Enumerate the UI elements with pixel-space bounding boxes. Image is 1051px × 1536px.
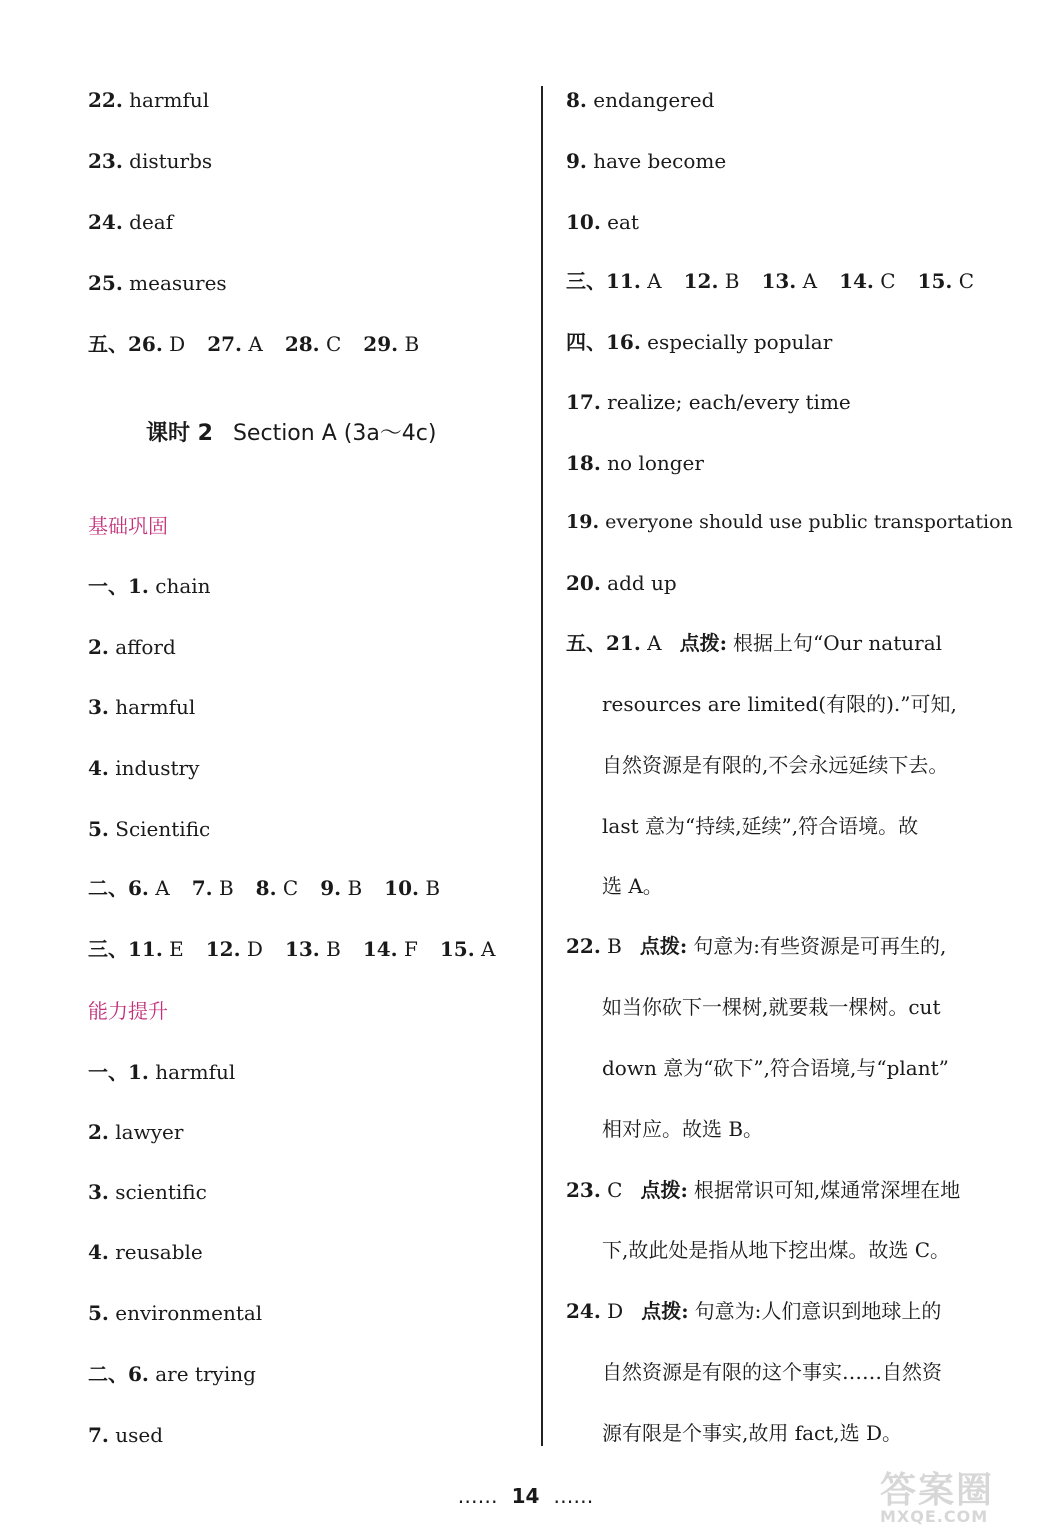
answer-line: 23. disturbs — [88, 149, 213, 173]
explanation-line: last 意为“持续,延续”,符合语境。故 — [602, 814, 919, 838]
watermark-logo: 答案圈 MXQE.COM — [880, 1470, 995, 1526]
explanation-24: 24. D 点拨: 句意为:人们意识到地球上的 — [566, 1299, 942, 1323]
lesson-heading: 课时 2 Section A (3a～4c) — [146, 421, 437, 446]
section-title-advanced: 能力提升 — [88, 999, 168, 1023]
explanation-line: 选 A。 — [602, 874, 663, 898]
answer-line: 8. endangered — [566, 88, 715, 112]
column-divider — [541, 86, 543, 1446]
answer-line: 一、1. chain — [88, 574, 211, 598]
explanation-21: 五、21. A 点拨: 根据上句“Our natural — [566, 631, 943, 655]
explanation-line: 相对应。故选 B。 — [602, 1117, 764, 1141]
explanation-line: 自然资源是有限的,不会永远延续下去。 — [602, 753, 949, 777]
answer-line: 4. reusable — [88, 1240, 203, 1264]
section-title-basic: 基础巩固 — [88, 514, 168, 538]
explanation-line: 如当你砍下一棵树,就要栽一棵树。cut — [602, 995, 941, 1019]
answer-line: 10. eat — [566, 210, 639, 234]
explanation-22: 22. B 点拨: 句意为:有些资源是可再生的, — [566, 934, 947, 958]
page-number: 14 — [511, 1484, 540, 1508]
answer-line: 2. lawyer — [88, 1120, 184, 1144]
answer-line: 一、1. harmful — [88, 1060, 236, 1084]
explanation-line: resources are limited(有限的).”可知, — [602, 692, 957, 716]
answer-line: 5. Scientific — [88, 817, 211, 841]
answer-line: 25. measures — [88, 271, 227, 295]
explanation-23: 23. C 点拨: 根据常识可知,煤通常深埋在地 — [566, 1178, 961, 1202]
answer-line: 3. harmful — [88, 695, 196, 719]
answer-line: 18. no longer — [566, 451, 704, 475]
explanation-line: down 意为“砍下”,符合语境,与“plant” — [602, 1056, 949, 1080]
answer-line: 24. deaf — [88, 210, 174, 234]
explanation-line: 源有限是个事实,故用 fact,选 D。 — [602, 1421, 903, 1445]
answer-line: 四、16. especially popular — [566, 330, 833, 354]
explanation-line: 下,故此处是指从地下挖出煤。故选 C。 — [602, 1238, 951, 1262]
answer-line: 3. scientific — [88, 1180, 207, 1204]
answer-line: 五、26. D 27. A 28. C 29. B — [88, 332, 420, 356]
answer-line: 19. everyone should use public transportation — [566, 511, 1013, 533]
answer-line: 9. have become — [566, 149, 727, 173]
answer-line: 5. environmental — [88, 1301, 263, 1325]
answer-line: 17. realize; each/every time — [566, 390, 851, 414]
answer-line: 二、6. are trying — [88, 1362, 256, 1386]
answer-line: 4. industry — [88, 756, 200, 780]
explanation-line: 自然资源是有限的这个事实……自然资 — [602, 1360, 942, 1384]
answer-line: 三、11. A 12. B 13. A 14. C 15. C — [566, 269, 975, 293]
page-footer: …… 14 …… — [457, 1484, 594, 1508]
answer-line: 二、6. A 7. B 8. C 9. B 10. B — [88, 876, 441, 900]
answer-line: 7. used — [88, 1423, 164, 1447]
answer-line: 2. afford — [88, 635, 176, 659]
answer-line: 三、11. E 12. D 13. B 14. F 15. A — [88, 937, 496, 961]
answer-line: 22. harmful — [88, 88, 210, 112]
answer-line: 20. add up — [566, 571, 677, 595]
